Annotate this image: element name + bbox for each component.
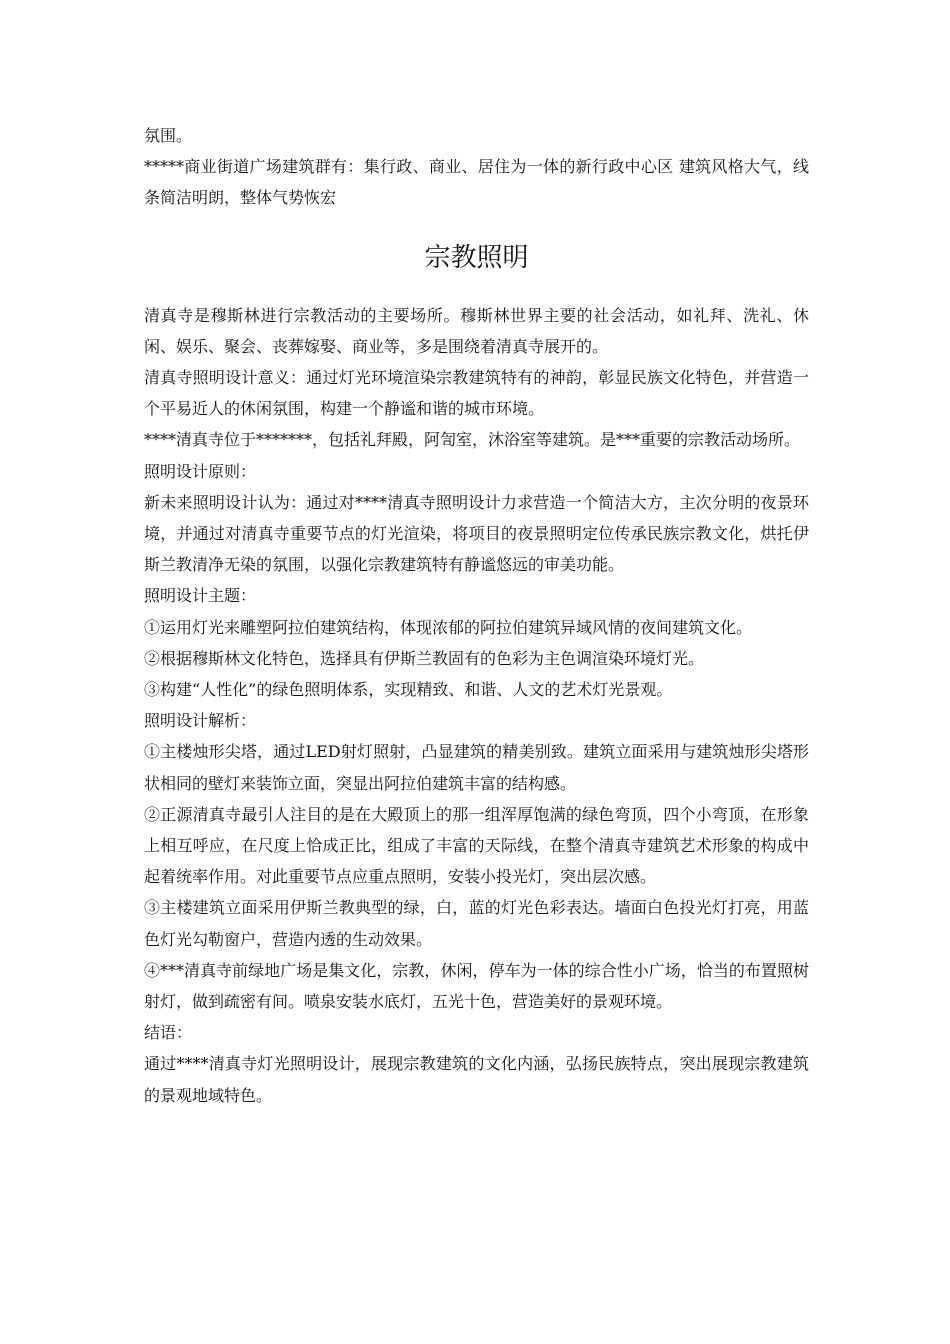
subheading-principles: 照明设计原则： <box>144 461 257 481</box>
document-body <box>144 120 809 1111</box>
paragraph-principles: 新未来照明设计认为：通过对****清真寺照明设计力求营造一个简洁大方，主次分明的夜景环境，并通过对清真寺重要节点的灯光渲染，将项目的夜景照明定位传承民族宗教文化，烘托伊斯兰教清净无染的氛围，以强化宗教建筑特有静谧悠远的审美功能。 <box>144 492 809 575</box>
section-title: 宗教照明 <box>424 242 529 273</box>
analysis-item-3: ③主楼建筑立面采用伊斯兰教典型的绿，白，蓝的灯光色彩表达。墙面白色投光灯打亮，用蓝色灯光勾勒窗户，营造内透的生动效果。 <box>144 898 809 949</box>
analysis-item-1: ①主楼烛形尖塔，通过LED射灯照射，凸显建筑的精美别致。建筑立面采用与建筑烛形尖塔形状相同的壁灯来装饰立面，突显出阿拉伯建筑丰富的结构感。 <box>144 742 809 793</box>
theme-item-2: ②根据穆斯林文化特色，选择具有伊斯兰教固有的色彩为主色调渲染环境灯光。 <box>144 648 705 668</box>
subheading-themes: 照明设计主题： <box>144 586 257 606</box>
paragraph-mosque-intro: 清真寺是穆斯林进行宗教活动的主要场所。穆斯林世界主要的社会活动，如礼拜、洗礼、休闲、娱乐、聚会、丧葬嫁娶、商业等，多是围绕着清真寺展开的。 <box>144 305 809 356</box>
analysis-item-4: ④***清真寺前绿地广场是集文化，宗教，休闲，停车为一体的综合性小广场，恰当的布置照树射灯，做到疏密有间。喷泉安装水底灯，五光十色，营造美好的景观环境。 <box>144 960 809 1012</box>
theme-item-3: ③构建“人性化”的绿色照明体系，实现精致、和谐、人文的艺术灯光景观。 <box>144 680 673 700</box>
paragraph-conclusion: 通过****清真寺灯光照明设计，展现宗教建筑的文化内涵，弘扬民族特点，突出展现宗教建筑的景观地域特色。 <box>144 1054 809 1105</box>
intro-continuation: 氛围。 <box>144 126 193 145</box>
paragraph-location: ****清真寺位于*******，包括礼拜殿，阿訇室，沐浴室等建筑。是***重要的宗教活动场所。 <box>144 430 801 450</box>
subheading-conclusion: 结语： <box>144 1023 193 1043</box>
intro-paragraph: *****商业街道广场建筑群有：集行政、商业、居住为一体的新行政中心区 建筑风格大气，线条简洁明朗，整体气势恢宏 <box>144 157 809 208</box>
paragraph-design-significance: 清真寺照明设计意义：通过灯光环境渲染宗教建筑特有的神韵，彰显民族文化特色，并营造一个平易近人的休闲氛围，构建一个静谧和谐的城市环境。 <box>144 368 809 419</box>
theme-item-1: ①运用灯光来雕塑阿拉伯建筑结构，体现浓郁的阿拉伯建筑异域风情的夜间建筑文化。 <box>144 617 753 637</box>
analysis-item-2: ②正源清真寺最引人注目的是在大殿顶上的那一组浑厚饱满的绿色弯顶，四个小弯顶，在形象上相互呼应，在尺度上恰成正比，组成了丰富的天际线，在整个清真寺建筑艺术形象的构成中起着统率作用。对此重要节点应重点照明，安装小投光灯，突出层次感。 <box>144 804 809 887</box>
subheading-analysis: 照明设计解析： <box>144 711 257 731</box>
